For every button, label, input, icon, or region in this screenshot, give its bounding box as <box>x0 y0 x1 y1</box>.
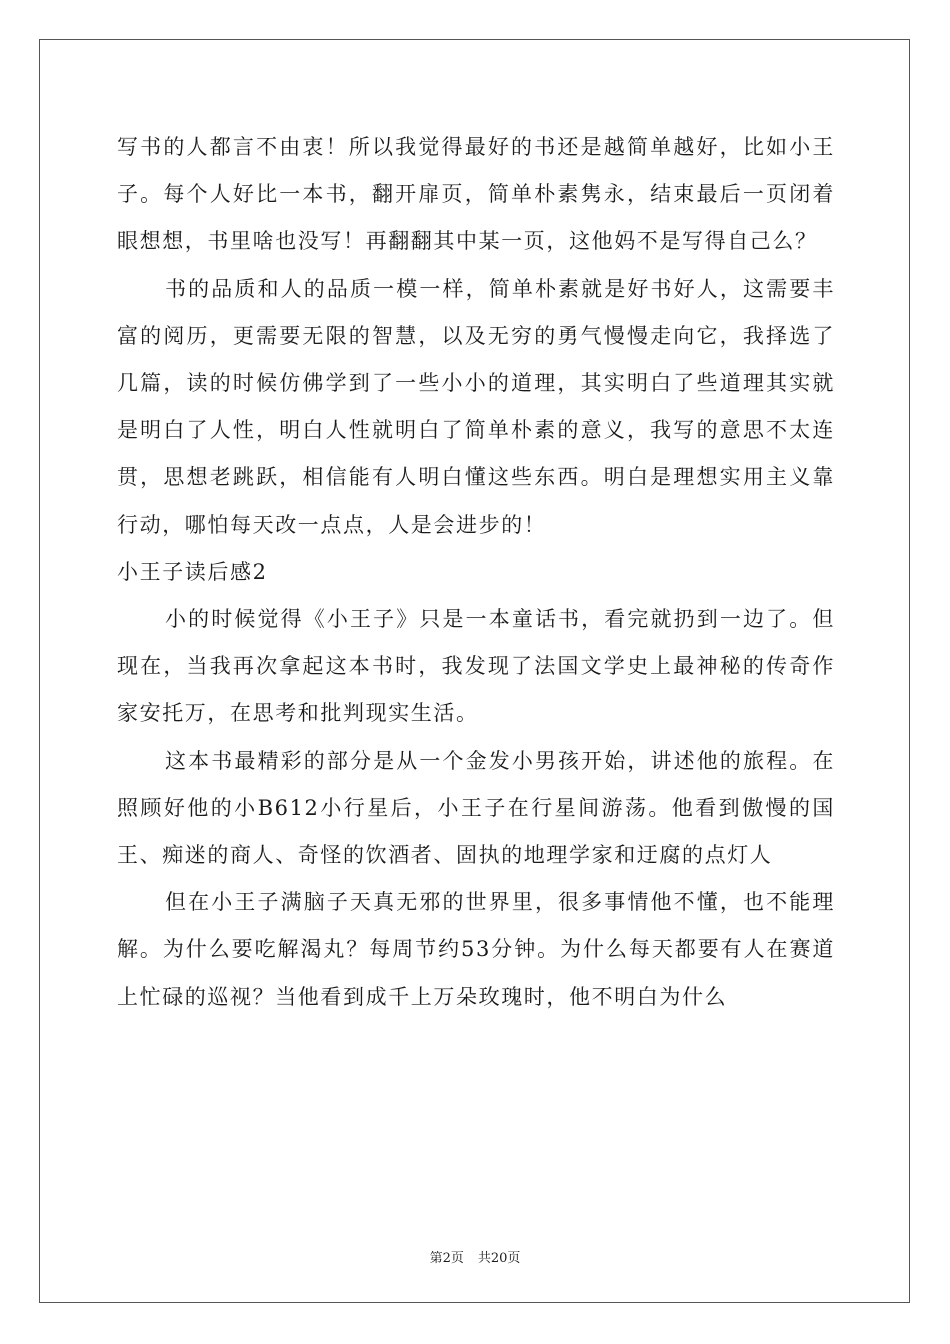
section-heading: 小王子读后感2 <box>117 559 268 584</box>
page-number: 第2页 <box>429 1251 464 1266</box>
paragraph: 小的时候觉得《小王子》只是一本童话书，看完就扔到一边了。但现在，当我再次拿起这本书时，我发现了法国文学史上最神秘的传奇作家安托万，在思考和批判现实生活。 <box>117 607 835 726</box>
document-body <box>117 124 835 1021</box>
page-footer <box>0 1247 950 1266</box>
page-total: 共20页 <box>477 1251 521 1266</box>
paragraph: 但在小王子满脑子天真无邪的世界里，很多事情他不懂，也不能理解。为什么要吃解渴丸？每周节约53分钟。为什么每天都要有人在赛道上忙碌的巡视？当他看到成千上万朵玫瑰时，他不明白为什么 <box>117 890 835 1009</box>
paragraph: 书的品质和人的品质一模一样，简单朴素就是好书好人，这需要丰富的阅历，更需要无限的智慧，以及无穷的勇气慢慢走向它，我择选了几篇，读的时候仿佛学到了一些小小的道理，其实明白了些道理其实就是明白了人性，明白人性就明白了简单朴素的意义，我写的意思不太连贯，思想老跳跃，相信能有人明白懂这些东西。明白是理想实用主义靠行动，哪怕每天改一点点，人是会进步的！ <box>117 276 835 537</box>
paragraph: 这本书最精彩的部分是从一个金发小男孩开始，讲述他的旅程。在照顾好他的小B612小行星后，小王子在行星间游荡。他看到傲慢的国王、痴迷的商人、奇怪的饮酒者、固执的地理学家和迂腐的点灯人 <box>117 748 835 868</box>
paragraph: 写书的人都言不由衷！所以我觉得最好的书还是越简单越好，比如小王子。每个人好比一本书，翻开扉页，简单朴素隽永，结束最后一页闭着眼想想，书里啥也没写！再翻翻其中某一页，这他妈不是写得自己么？ <box>117 135 835 254</box>
